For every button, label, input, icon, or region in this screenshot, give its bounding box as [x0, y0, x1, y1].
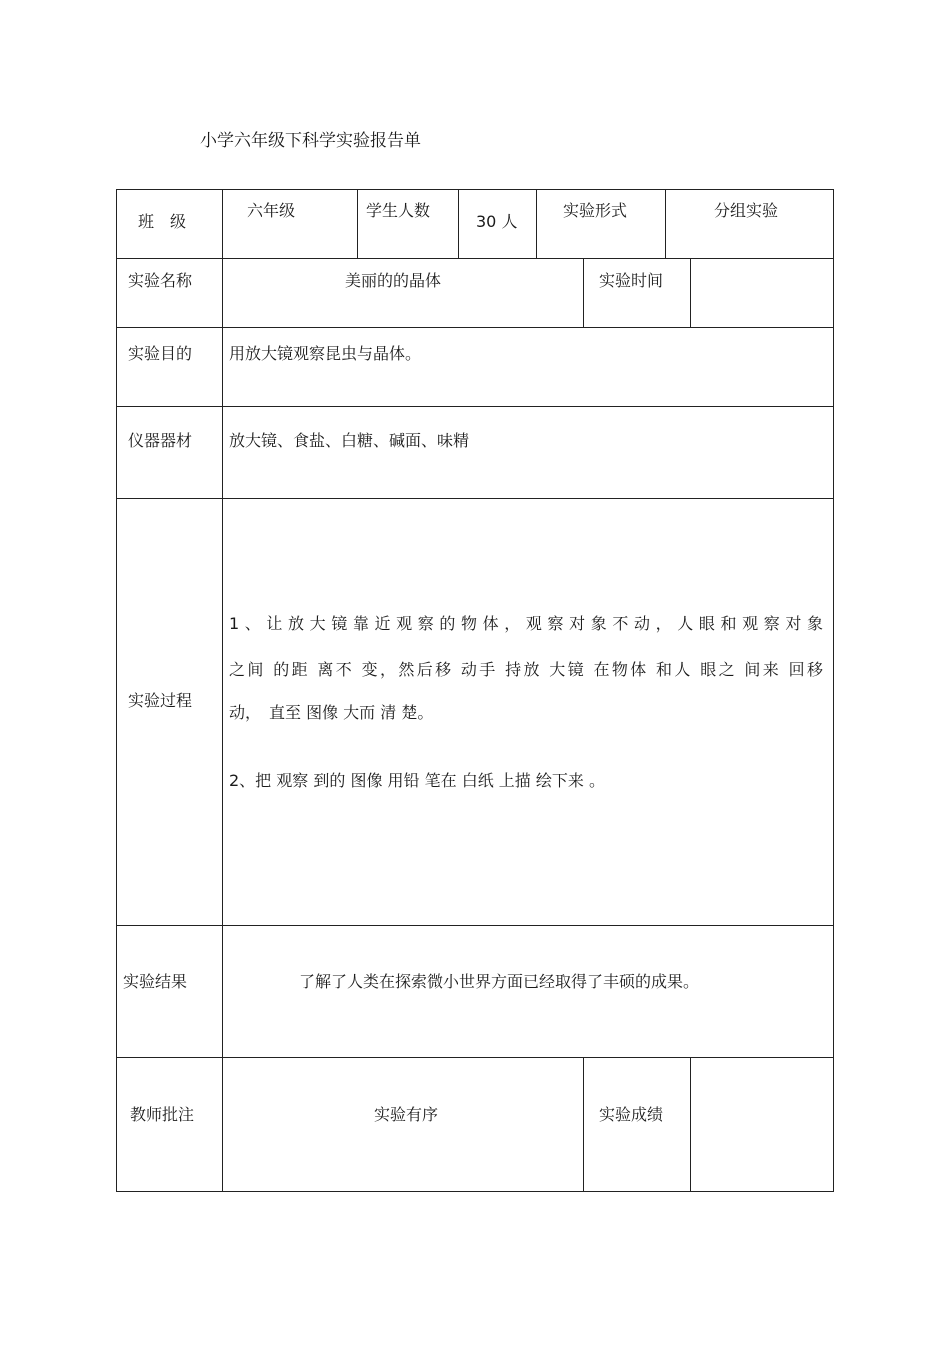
column-divider: [665, 189, 666, 258]
student-count-label: 学生人数: [366, 201, 431, 220]
equipment-value: 放大镜、食盐、白糖、碱面、味精: [229, 431, 470, 450]
column-divider: [583, 1057, 584, 1192]
column-divider: [690, 1057, 691, 1192]
column-divider: [536, 189, 537, 258]
page-title: 小学六年级下科学实验报告单: [200, 131, 421, 151]
form-label: 实验形式: [563, 201, 628, 220]
row-divider: [116, 327, 834, 328]
class-value: 六年级: [247, 201, 296, 220]
result-value: 了解了人类在探索微小世界方面已经取得了丰硕的成果。: [299, 972, 700, 991]
purpose-label: 实验目的: [128, 344, 193, 363]
purpose-value: 用放大镜观察昆虫与晶体。: [229, 344, 422, 363]
row-divider: [116, 925, 834, 926]
process-step2: 2、把 观察 到的 图像 用铅 笔在 白纸 上描 绘下来 。: [229, 771, 605, 790]
column-divider: [222, 189, 223, 1192]
equipment-label: 仪器器材: [128, 431, 193, 450]
column-divider: [458, 189, 459, 258]
teacher-comment-label: 教师批注: [130, 1105, 195, 1124]
grade-label: 实验成绩: [599, 1105, 664, 1124]
form-value: 分组实验: [714, 201, 779, 220]
experiment-name-value: 美丽的的晶体: [345, 271, 442, 290]
student-count-value: 30 人: [476, 212, 518, 231]
experiment-name-label: 实验名称: [128, 271, 193, 290]
report-table: [116, 189, 834, 1192]
process-label: 实验过程: [128, 691, 193, 710]
row-divider: [116, 1057, 834, 1058]
column-divider: [690, 258, 691, 327]
process-step1-line3: 动， 直至 图像 大而 清 楚。: [229, 703, 434, 722]
experiment-time-label: 实验时间: [599, 271, 664, 290]
column-divider: [583, 258, 584, 327]
process-step1-line2: 之间 的距 离不 变，然后移 动手 持放 大镜 在物体 和人 眼之 间来 回移: [229, 660, 823, 679]
result-label: 实验结果: [123, 972, 188, 991]
row-divider: [116, 258, 834, 259]
table-border: [116, 189, 834, 1192]
process-step1-line1: 1、让放大镜靠近观察的物体，观察对象不动，人眼和观察对象: [229, 614, 823, 633]
row-divider: [116, 498, 834, 499]
column-divider: [357, 189, 358, 258]
row-divider: [116, 406, 834, 407]
teacher-comment-value: 实验有序: [374, 1105, 439, 1124]
class-label: 班 级: [138, 212, 187, 231]
